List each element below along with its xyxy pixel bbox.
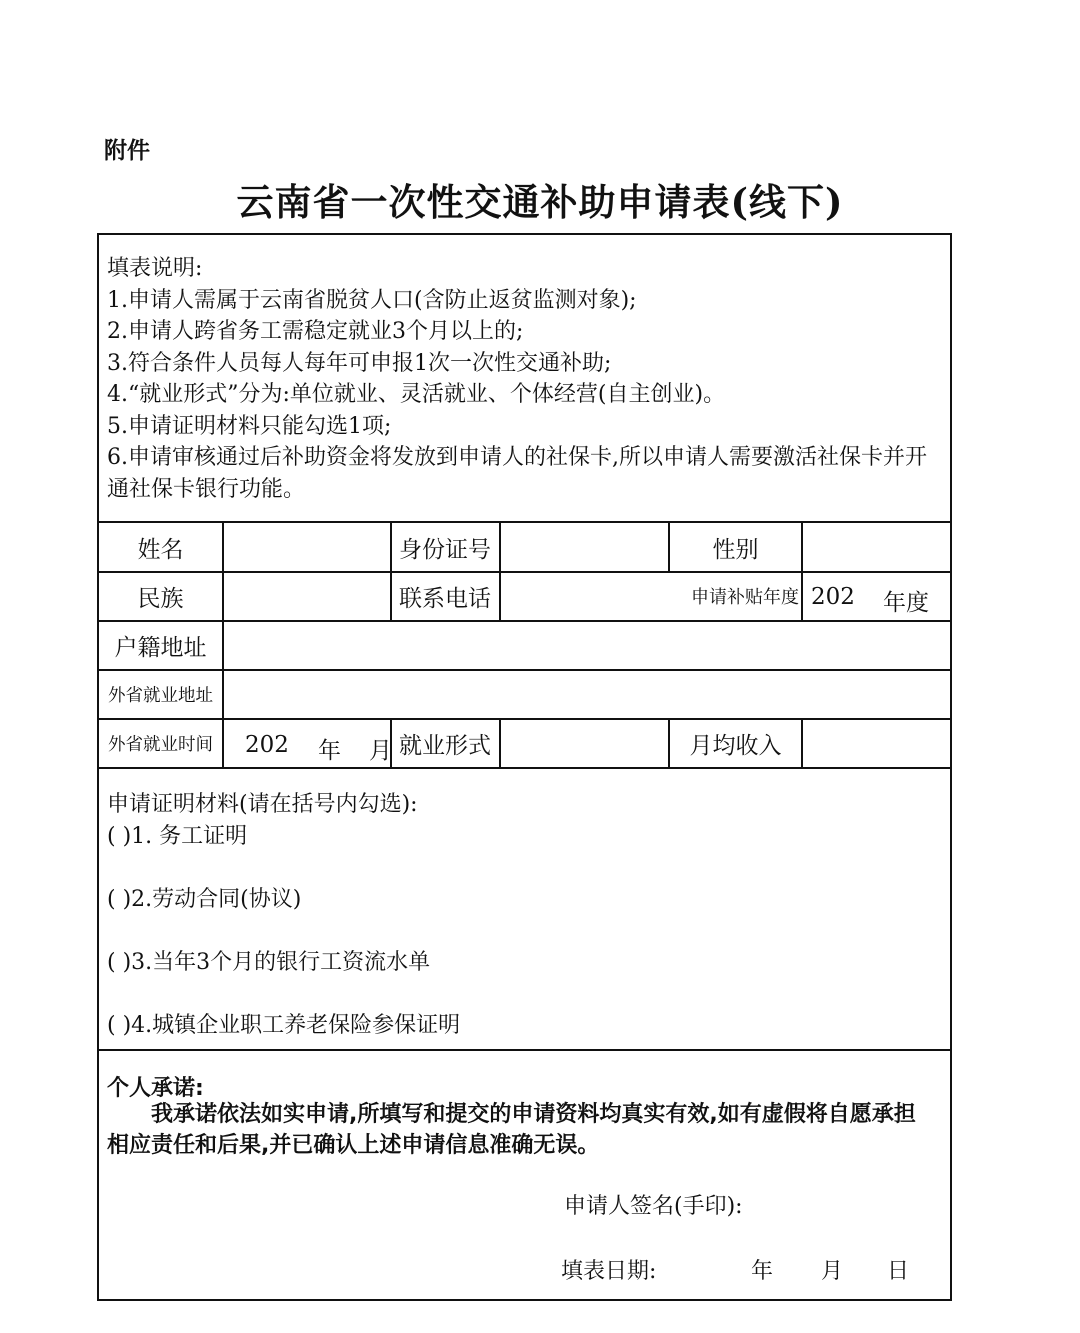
instruction-item: 2.申请人跨省务工需稳定就业3个月以上的; <box>107 319 524 344</box>
instruction-item: 1.申请人需属于云南省脱贫人口(含防止返贫监测对象); <box>107 287 637 313</box>
name-label: 姓名 <box>137 536 184 563</box>
material-option-3[interactable]: ( )3.当年3个月的银行工资流水单 <box>107 950 431 975</box>
ethnicity-label: 民族 <box>137 585 184 612</box>
work-address-input[interactable] <box>224 670 950 718</box>
employment-form-label: 就业形式 <box>399 732 491 759</box>
subsidy-year-label: 申请补贴年度 <box>691 587 799 608</box>
form-title: 云南省一次性交通补助申请表(线下) <box>236 180 844 224</box>
id-number-input[interactable] <box>501 523 668 571</box>
id-number-label: 身份证号 <box>399 536 491 563</box>
pledge-text: 我承诺依法如实申请,所填写和提交的申请资料均真实有效,如有虚假将自愿承担相应责任和后果,并已确认上述申请信息准确无误。 <box>107 1102 916 1158</box>
date-year: 年 <box>751 1259 774 1284</box>
monthly-income-label: 月均收入 <box>689 732 782 759</box>
materials-section <box>99 771 950 1049</box>
phone-label: 联系电话 <box>399 585 491 612</box>
materials-heading: 申请证明材料(请在括号内勾选): <box>107 792 418 817</box>
signature-label: 申请人签名(手印): <box>564 1194 743 1219</box>
work-address-label: 外省就业地址 <box>108 685 213 706</box>
date-month: 月 <box>821 1259 844 1284</box>
pledge-section <box>99 1049 950 1299</box>
instructions-section <box>99 235 950 523</box>
application-form <box>97 233 952 1301</box>
employment-form-input[interactable] <box>501 719 668 767</box>
instruction-item: 3.符合条件人员每人每年可申报1次一次性交通补助; <box>107 350 612 376</box>
date-day: 日 <box>887 1259 910 1284</box>
instruction-item: 4.“就业形式”分为:单位就业、灵活就业、个体经营(自主创业)。 <box>107 382 726 407</box>
row-divider <box>99 767 950 769</box>
monthly-income-input[interactable] <box>803 719 950 767</box>
date-label: 填表日期: <box>561 1259 657 1284</box>
instructions-heading: 填表说明: <box>107 256 203 281</box>
instruction-item: 5.申请证明材料只能勾选1项; <box>107 413 392 439</box>
pledge-heading: 个人承诺: <box>107 1076 204 1101</box>
work-time-month: 月 <box>369 738 392 764</box>
material-option-1[interactable]: ( )1. 务工证明 <box>107 824 248 849</box>
work-time-prefix: 202 <box>245 732 289 758</box>
subsidy-year-suffix: 年度 <box>883 590 929 616</box>
work-time-label: 外省就业时间 <box>108 734 213 755</box>
material-option-4[interactable]: ( )4.城镇企业职工养老保险参保证明 <box>107 1013 461 1038</box>
name-input[interactable] <box>224 523 390 571</box>
work-time-year: 年 <box>318 738 341 764</box>
ethnicity-input[interactable] <box>224 572 390 620</box>
subsidy-year-prefix: 202 <box>811 584 855 610</box>
attachment-label: 附件 <box>104 138 150 164</box>
gender-label: 性别 <box>712 536 759 563</box>
material-option-2[interactable]: ( )2.劳动合同(协议) <box>107 887 302 912</box>
gender-input[interactable] <box>803 523 950 571</box>
household-address-input[interactable] <box>224 621 950 669</box>
household-address-label: 户籍地址 <box>114 634 207 661</box>
instruction-item: 6.申请审核通过后补助资金将发放到申请人的社保卡,所以申请人需要激活社保卡并开通社保卡银行功能。 <box>107 445 927 502</box>
